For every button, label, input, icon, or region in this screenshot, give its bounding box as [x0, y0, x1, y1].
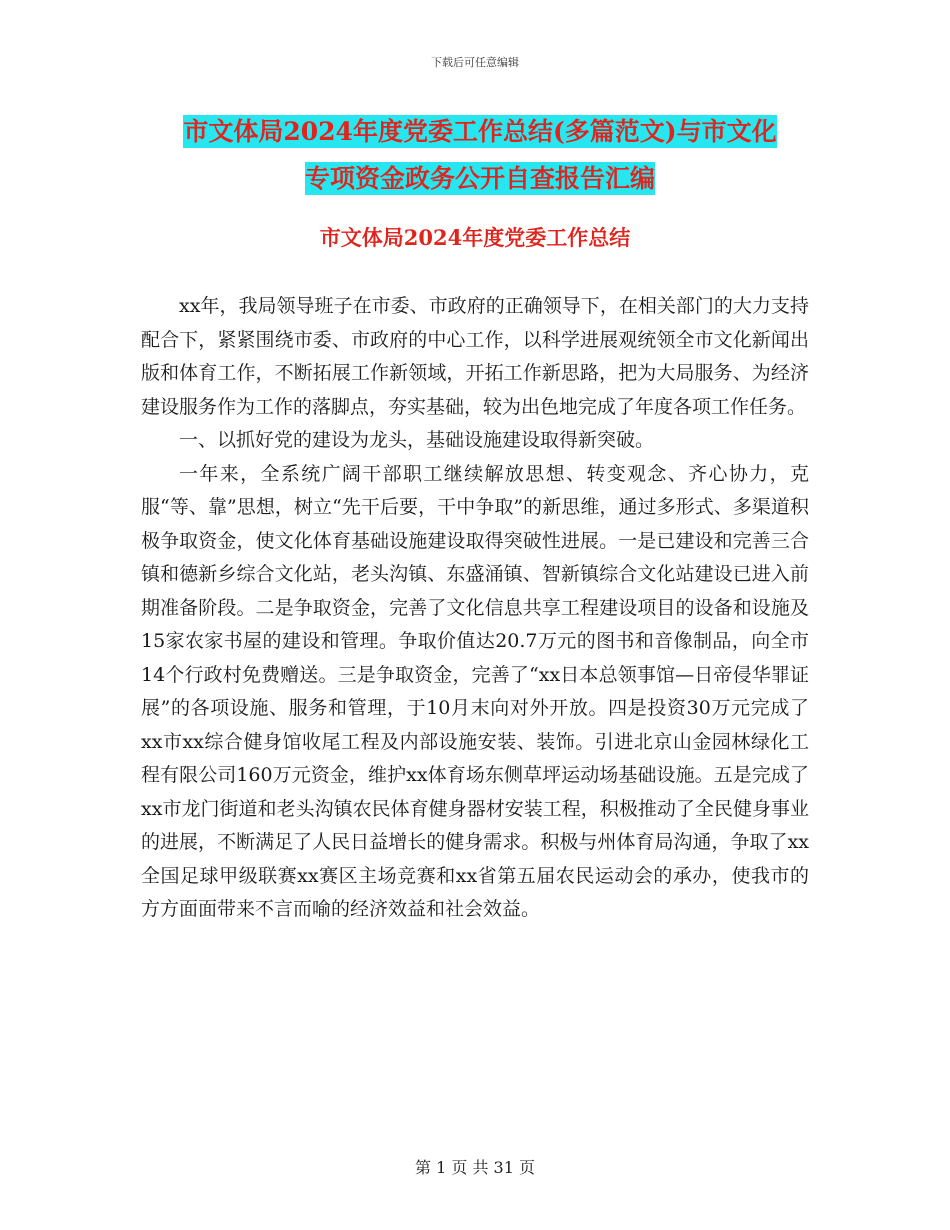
document-title-line-1: 市文体局2024年度党委工作总结(多篇范文)与市文化 — [183, 117, 777, 146]
paragraph-heading-1: 一、以抓好党的建设为龙头，基础设施建设取得新突破。 — [179, 429, 655, 451]
document-title-line-2: 专项资金政务公开自查报告汇编 — [304, 164, 655, 193]
paragraph-details: 一年来，全系统广阔干部职工继续解放思想、转变观念、齐心协力，克服“等、靠”思想，树立“先干后要，干中争取”的新思维，通过多形式、多渠道积极争取资金，使文化体育基础设施建设取得突破性进展。一是已建设和完善三合镇和德新乡综合文化站，老头沟镇、东盛涌镇、智新镇综合文化站建设已进入前期准备阶段。二是争取资金，完善了文化信息共享工程建设项目的设备和设施及15家农家书屋的建设和管理。争取价值达20.7万元的图书和音像制品，向全市14个行政村免费赠送。三是争取资金，完善了“xx日本总领事馆—日帝侵华罪证展”的各项设施、服务和管理，于10月末向对外开放。四是投资30万元完成了xx市xx综合健身馆收尾工程及内部设施安装、装饰。引进北京山金园林绿化工程有限公司160万元资金，维护xx体育场东侧草坪运动场基础设施。五是完成了xx市龙门街道和老头沟镇农民体育健身器材安装工程，积极推动了全民健身事业的进展，不断满足了人民日益增长的健身需求。积极与州体育局沟通，争取了xx全国足球甲级联赛xx赛区主场竞赛和xx省第五届农民运动会的承办，使我市的方方面面带来不言而喻的经济效益和社会效益。 — [141, 462, 809, 920]
page-number: 第 1 页 共 31 页 — [415, 1158, 535, 1177]
section-title: 市文体局2024年度党委工作总结 — [319, 225, 631, 250]
paragraph-intro: xx年，我局领导班子在市委、市政府的正确领导下，在相关部门的大力支持配合下，紧紧围绕市委、市政府的中心工作，以科学进展观统领全市文化新闻出版和体育工作，不断拓展工作新领域，开拓工作新思路，把为大局服务、为经济建设服务作为工作的落脚点，夯实基础，较为出色地完成了年度各项工作任务。 — [141, 295, 809, 418]
document-title — [140, 108, 820, 202]
body-text — [141, 290, 809, 927]
header-note: 下载后可任意编辑 — [431, 56, 519, 69]
